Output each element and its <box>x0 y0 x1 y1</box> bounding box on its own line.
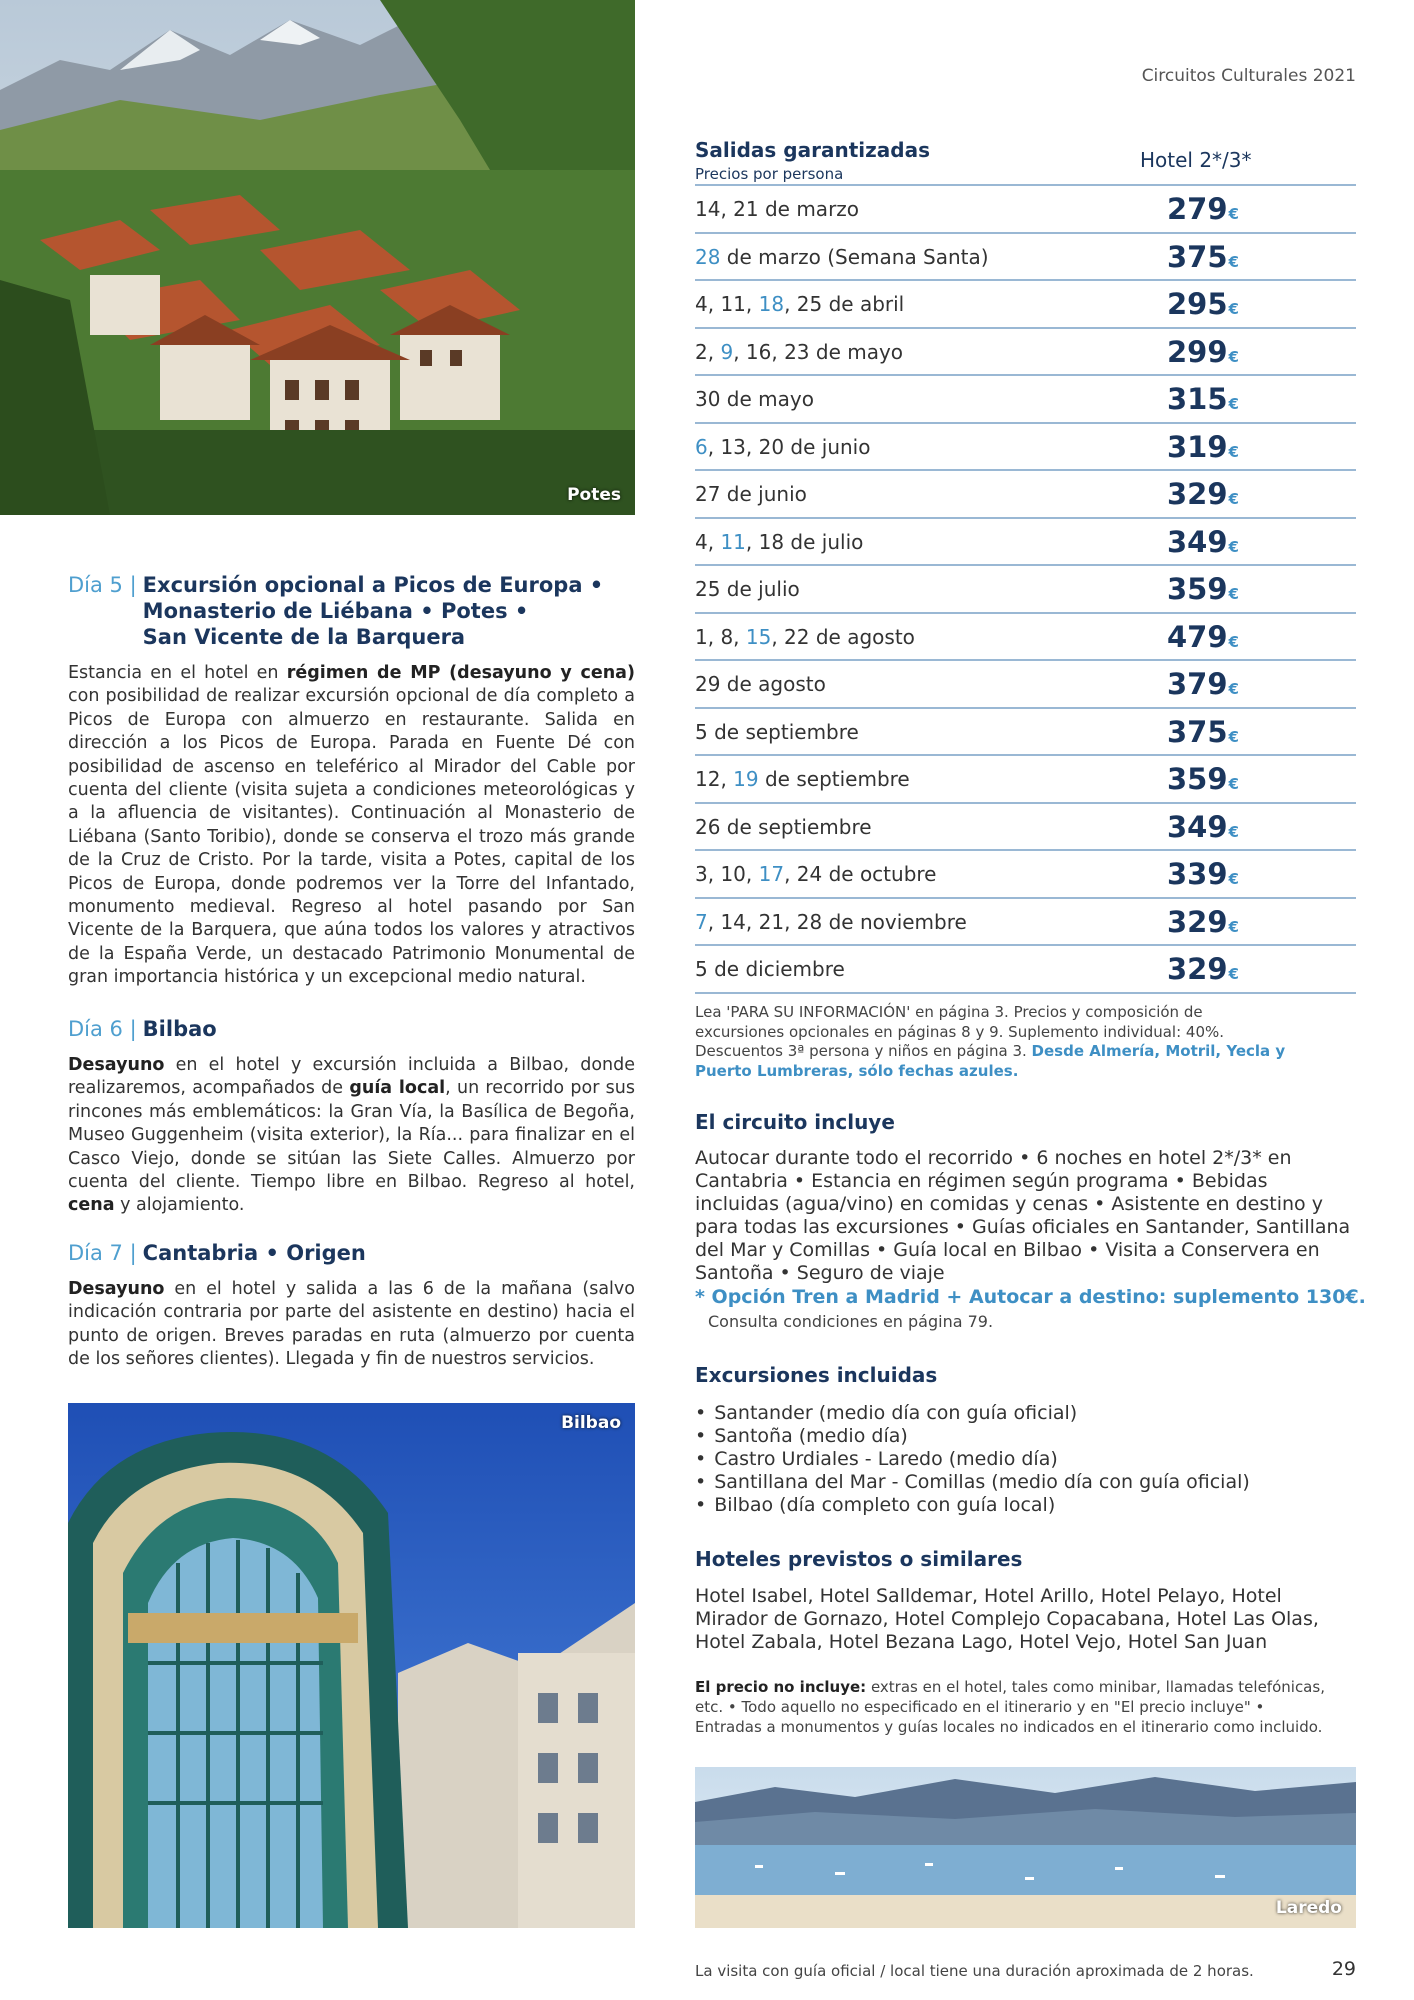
hotels-body: Hotel Isabel, Hotel Salldemar, Hotel Arillo, Hotel Pelayo, Hotel Mirador de Gornazo, Hotel Complejo Copacabana, Hotel Las Olas, Hotel Zabala, Hotel Bezana Lago, Hotel Vejo, Hotel San Juan <box>695 1585 1319 1653</box>
bilbao-photo <box>68 1403 635 1928</box>
price-row <box>695 186 1356 234</box>
euro-symbol: € <box>1228 680 1239 698</box>
price-value: 379€ <box>1167 667 1239 701</box>
price-row <box>695 566 1356 614</box>
departure-date: 25 de julio <box>695 577 800 601</box>
price-value: 479€ <box>1167 619 1239 654</box>
train-option: * Opción Tren a Madrid + Autocar a destino: suplemento 130€. <box>695 1286 1366 1308</box>
euro-symbol: € <box>1228 347 1239 366</box>
price-table-note: Lea 'PARA SU INFORMACIÓN' en página 3. Precios y composición de excursiones opcionales en páginas 8 y 9. Suplemento individual: 40%. Descuentos 3ª persona y niños en página 3. Desde Almería, Motril, Yecla y Puerto Lumbreras, sólo fechas azules. <box>695 1003 1286 1080</box>
price-value: 315€ <box>1167 382 1239 416</box>
price-table <box>695 138 1356 994</box>
price-table-title: Salidas garantizadas <box>695 138 930 162</box>
page-number: 29 <box>1331 1958 1356 1980</box>
day-7-title: Cantabria • Origen <box>142 1241 366 1265</box>
departure-date: 4, 11, 18 de julio <box>695 529 864 554</box>
euro-symbol: € <box>1228 917 1239 936</box>
euro-symbol: € <box>1228 822 1239 841</box>
euro-symbol: € <box>1228 490 1239 508</box>
day-5-number: Día 5 | <box>68 573 137 597</box>
day-7-number: Día 7 | <box>68 1241 137 1265</box>
departure-date: 2, 9, 16, 23 de mayo <box>695 339 904 364</box>
day-7-section <box>68 1240 635 1372</box>
price-row <box>695 614 1356 662</box>
departure-date: 5 de septiembre <box>695 719 859 744</box>
departure-date: 28 de marzo (Semana Santa) <box>695 244 989 269</box>
price-row <box>695 804 1356 852</box>
price-value: 329€ <box>1167 952 1239 986</box>
departure-date: 7, 14, 21, 28 de noviembre <box>695 909 967 934</box>
euro-symbol: € <box>1228 300 1239 318</box>
day-6-description: Desayuno en el hotel y excursión incluida a Bilbao, donde realizaremos, acompañados de guía local, un recorrido por sus rincones más emblemáticos: la Gran Vía, la Basílica de Begoña, Museo Guggenheim (visita exterior), la Ría... para finalizar en el Casco Viejo, donde se sitúan las Siete Calles. Almuerzo por cuenta del cliente. Tiempo libre en Bilbao. Regreso al hotel, cena y alojamiento. <box>68 1055 635 1216</box>
excursion-item: • Santander (medio día con guía oficial) <box>695 1402 1250 1425</box>
price-value: 359€ <box>1167 572 1239 606</box>
price-row <box>695 471 1356 519</box>
price-row <box>695 899 1356 947</box>
price-value: 319€ <box>1167 429 1239 464</box>
price-value: 329€ <box>1167 477 1239 511</box>
excursion-item: • Santoña (medio día) <box>695 1425 1250 1448</box>
price-row <box>695 851 1356 899</box>
price-table-header <box>695 138 1356 186</box>
price-table-column-header: Hotel 2*/3* <box>1140 148 1252 172</box>
price-value: 299€ <box>1167 334 1239 369</box>
day-7-heading <box>68 1240 635 1266</box>
day-6-heading <box>68 1016 635 1042</box>
euro-symbol: € <box>1228 632 1239 651</box>
departure-date: 27 de junio <box>695 482 807 506</box>
day-6-number: Día 6 | <box>68 1017 137 1041</box>
departure-date: 6, 13, 20 de junio <box>695 434 871 459</box>
price-value: 375€ <box>1167 239 1239 274</box>
price-value: 295€ <box>1167 287 1239 321</box>
price-row <box>695 946 1356 994</box>
day-5-heading <box>68 572 635 650</box>
price-value: 349€ <box>1167 524 1239 559</box>
departure-date: 26 de septiembre <box>695 814 872 839</box>
includes-body: Autocar durante todo el recorrido • 6 noches en hotel 2*/3* en Cantabria • Estancia en régimen según programa • Bebidas incluidas (agua/vino) en comidas y cenas • Asistente en destino y para todas las excursiones • Guías oficiales en Santander, Santillana del Mar y Comillas • Guía local en Bilbao • Visita a Conservera en Santoña • Seguro de viaje <box>695 1147 1351 1284</box>
price-row <box>695 234 1356 282</box>
excursion-item: • Santillana del Mar - Comillas (medio día con guía oficial) <box>695 1471 1250 1494</box>
excursions-title: Excursiones incluidas <box>695 1363 938 1387</box>
price-row <box>695 376 1356 424</box>
euro-symbol: € <box>1228 537 1239 556</box>
day-5-title-line-1: Excursión opcional a Picos de Europa • <box>142 573 604 597</box>
departure-date: 29 de agosto <box>695 672 826 696</box>
not-included-note: El precio no incluye: extras en el hotel, tales como minibar, llamadas telefónicas, etc. • Todo aquello no especificado en el itinerario y en "El precio incluye" • Entradas a monumentos y guías locales no indicados en el itinerario como incluido. <box>695 1678 1325 1736</box>
day-5-section <box>68 572 635 990</box>
bilbao-photo-caption: Bilbao <box>561 1413 621 1433</box>
potes-photo <box>0 0 635 515</box>
departure-date: 14, 21 de marzo <box>695 197 860 221</box>
euro-symbol: € <box>1228 252 1239 271</box>
potes-photo-caption: Potes <box>567 485 621 505</box>
includes-title: El circuito incluye <box>695 1110 895 1134</box>
departure-date: 3, 10, 17, 24 de octubre <box>695 862 937 886</box>
excursion-item: • Bilbao (día completo con guía local) <box>695 1494 1250 1517</box>
euro-symbol: € <box>1228 205 1239 223</box>
price-row <box>695 281 1356 329</box>
price-table-subtitle: Precios por persona <box>695 165 844 183</box>
euro-symbol: € <box>1228 585 1239 603</box>
euro-symbol: € <box>1228 870 1239 888</box>
price-value: 279€ <box>1167 192 1239 226</box>
price-row <box>695 424 1356 472</box>
day-5-title-line-2: Monasterio de Liébana • Potes • <box>142 599 529 623</box>
euro-symbol: € <box>1228 965 1239 983</box>
price-row <box>695 329 1356 377</box>
euro-symbol: € <box>1228 442 1239 461</box>
day-6-section <box>68 1016 635 1218</box>
price-value: 375€ <box>1167 714 1239 749</box>
price-row <box>695 519 1356 567</box>
euro-symbol: € <box>1228 395 1239 413</box>
day-6-title: Bilbao <box>142 1017 217 1041</box>
day-5-title-line-3: San Vicente de la Barquera <box>142 625 466 649</box>
page-header-title: Circuitos Culturales 2021 <box>1141 66 1356 86</box>
hotels-title: Hoteles previstos o similares <box>695 1547 1023 1571</box>
departure-date: 5 de diciembre <box>695 957 845 981</box>
euro-symbol: € <box>1228 775 1239 793</box>
price-row <box>695 756 1356 804</box>
price-row <box>695 709 1356 757</box>
departure-date: 30 de mayo <box>695 387 814 411</box>
excursions-list <box>695 1402 1250 1517</box>
train-option-conditions: Consulta condiciones en página 79. <box>708 1312 994 1331</box>
price-value: 339€ <box>1167 857 1239 891</box>
price-value: 329€ <box>1167 904 1239 939</box>
day-5-description: Estancia en el hotel en régimen de MP (desayuno y cena) con posibilidad de realizar excursión opcional de día completo a Picos de Europa con almuerzo en restaurante. Salida en dirección a los Picos de Europa. Parada en Fuente Dé con posibilidad de ascenso en teleférico al Mirador del Cable por cuenta del cliente (visita sujeta a condiciones meteorológicas y a la afluencia de visitantes). Continuación al Monasterio de Liébana (Santo Toribio), donde se conserva el trozo más grande de la Cruz de Cristo. Por la tarde, visita a Potes, capital de los Picos de Europa, donde podremos ver la Torre del Infantado, monumento medieval. Regreso al hotel pasando por San Vicente de la Barquera, que aúna todos los valores y atractivos de la España Verde, un destacado Patrimonio Monumental de gran importancia histórica y un excepcional medio natural. <box>68 663 635 988</box>
footer-note: La visita con guía oficial / local tiene una duración aproximada de 2 horas. <box>695 1962 1254 1980</box>
laredo-photo <box>695 1767 1356 1928</box>
euro-symbol: € <box>1228 727 1239 746</box>
day-7-description: Desayuno en el hotel y salida a las 6 de la mañana (salvo indicación contraria por parte del asistente en destino) hacia el punto de origen. Breves paradas en ruta (almuerzo por cuenta de los señores clientes). Llegada y fin de nuestros servicios. <box>68 1279 635 1370</box>
price-row <box>695 661 1356 709</box>
excursion-item: • Castro Urdiales - Laredo (medio día) <box>695 1448 1250 1471</box>
departure-date: 4, 11, 18, 25 de abril <box>695 292 905 316</box>
departure-date: 12, 19 de septiembre <box>695 767 910 791</box>
laredo-photo-caption: Laredo <box>1275 1898 1342 1918</box>
price-value: 349€ <box>1167 809 1239 844</box>
departure-date: 1, 8, 15, 22 de agosto <box>695 624 915 649</box>
price-value: 359€ <box>1167 762 1239 796</box>
